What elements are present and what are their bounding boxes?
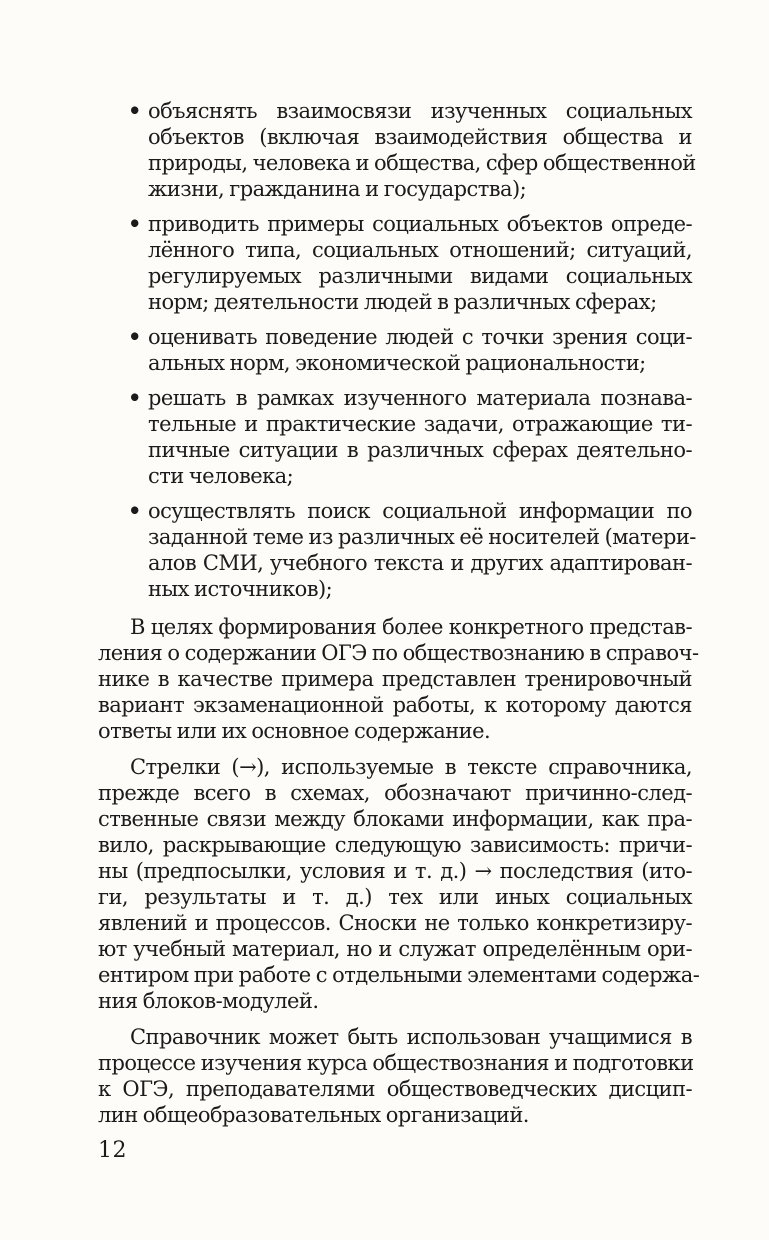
bullet-marker: • <box>128 98 142 123</box>
page-number: 12 <box>98 1138 127 1163</box>
text-line: жизни, гражданина и государства); <box>148 177 527 201</box>
text-line: прежде всего в схемах, обозначают причинно-след- <box>98 781 692 805</box>
text-line: Справочник может быть использован учащимися в <box>130 1025 692 1049</box>
bullet-item <box>98 498 696 602</box>
text-column <box>98 98 700 1128</box>
text-line: сти человека; <box>148 464 294 488</box>
text-line: лин общеобразовательных организаций. <box>98 1103 529 1127</box>
text-line: к ОГЭ, преподавателями обществоведческих дисцип- <box>98 1077 692 1101</box>
text-line: тельные и практические задачи, отражающие ти- <box>148 412 692 436</box>
text-line: явлений и процессов. Сноски не только конкретизиру- <box>98 911 692 935</box>
bullet-marker: • <box>128 385 142 410</box>
text-line: норм; деятельности людей в различных сферах; <box>148 290 657 314</box>
text-line: альных норм, экономической рациональности; <box>148 351 646 375</box>
text-line: решать в рамках изученного материала познава- <box>148 386 692 410</box>
text-line: лённого типа, социальных отношений; ситуаций, <box>148 238 692 262</box>
bullet-marker: • <box>128 498 142 523</box>
text-line: вило, раскрывающие следующую зависимость: причи- <box>98 833 692 857</box>
skills-bullet-list <box>98 98 696 602</box>
text-line: заданной теме из различных её носителей (матери- <box>148 525 696 549</box>
paragraph <box>98 614 699 744</box>
text-line: алов СМИ, учебного текста и других адаптирован- <box>148 551 692 575</box>
text-line: ны (предпосылки, условия и т. д.) → последствия (ито- <box>98 859 692 883</box>
bullet-item <box>98 98 696 202</box>
text-line: осуществлять поиск социальной информации по <box>148 499 692 523</box>
text-line: ния блоков-модулей. <box>98 989 319 1013</box>
bullet-marker: • <box>128 324 142 349</box>
text-line: ентиром при работе с отдельными элементами содержа- <box>98 963 700 987</box>
text-line: процессе изучения курса обществознания и подготовки <box>98 1051 694 1075</box>
text-line: вариант экзаменационной работы, к которому даются <box>98 693 692 717</box>
text-line: оценивать поведение людей с точки зрения соци- <box>148 325 692 349</box>
text-line: ют учебный материал, но и служат определённым ори- <box>98 937 692 961</box>
text-line: В целях формирования более конкретного представ- <box>130 615 692 639</box>
bullet-item <box>98 324 692 376</box>
text-line: приводить примеры социальных объектов опреде- <box>148 212 692 236</box>
text-line: пичные ситуации в различных сферах деятельно- <box>148 438 692 462</box>
text-line: нике в качестве примера представлен тренировочный <box>98 667 692 691</box>
paragraph <box>98 754 700 1014</box>
text-line: ственные связи между блоками информации, как пра- <box>98 807 692 831</box>
bullet-item <box>98 211 692 315</box>
paragraph <box>98 1024 692 1128</box>
bullet-marker: • <box>128 211 142 236</box>
text-line: ги, результаты и т. д.) тех или иных социальных <box>98 885 692 909</box>
bullet-item <box>98 385 692 489</box>
text-line: природы, человека и общества, сфер общественной <box>148 151 696 175</box>
text-line: ных источников); <box>148 577 333 601</box>
text-line: ответы или их основное содержание. <box>98 719 491 743</box>
text-line: объектов (включая взаимодействия общества и <box>148 125 692 149</box>
text-line: объяснять взаимосвязи изученных социальных <box>148 99 692 123</box>
text-line: ления о содержании ОГЭ по обществознанию в справоч- <box>98 641 699 665</box>
text-line: регулируемых различными видами социальных <box>148 264 692 288</box>
text-line: Стрелки (→), используемые в тексте справочника, <box>130 755 692 779</box>
